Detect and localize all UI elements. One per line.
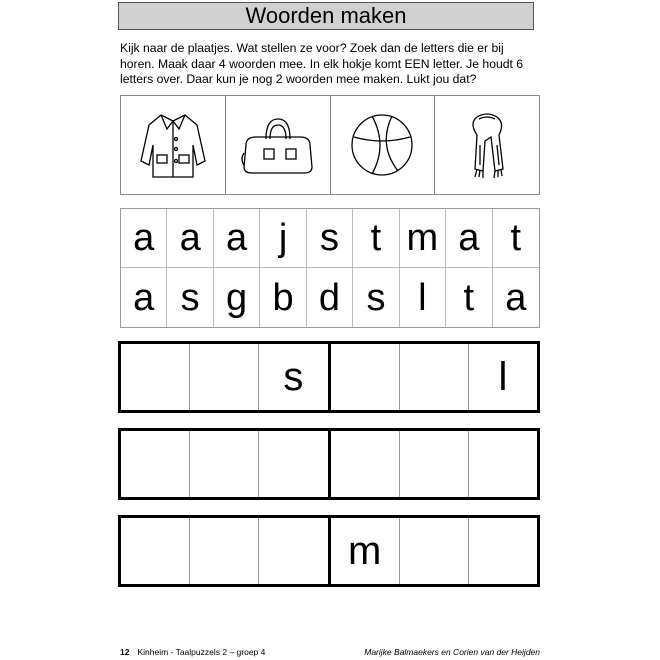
word-cell[interactable] [331, 344, 400, 410]
word-row-2 [118, 428, 540, 500]
word-row-1 [118, 341, 540, 413]
letter-cell: t [493, 209, 539, 268]
word-cell[interactable] [259, 431, 330, 497]
instructions-text: Kijk naar de plaatjes. Wat stellen ze voor? Zoek dan de letters die er bij horen. Maak daar 4 woorden mee. In elk hokje komt EEN letter. Je houdt 6 letters over. Daar kun je nog 2 woorden mee maken. Lukt jou dat? [120, 41, 524, 86]
letter-cell: s [353, 268, 399, 327]
picture-cell-bag [226, 96, 331, 194]
word-cell[interactable] [259, 518, 330, 584]
page-number: 12 [120, 647, 130, 657]
word-cell[interactable] [190, 344, 259, 410]
word-cell[interactable] [190, 518, 259, 584]
picture-cell-scarf [435, 96, 539, 194]
word-cell[interactable] [400, 431, 469, 497]
letter-cell: l [400, 268, 446, 327]
page-title: Woorden maken [118, 2, 534, 30]
letter-grid [120, 208, 540, 328]
footer-authors: Marijke Balmaekers en Corien van der Heijden [364, 647, 540, 657]
letter-cell: a [214, 209, 260, 268]
letter-cell: a [505, 276, 527, 319]
ball-icon [342, 105, 422, 185]
word-cell[interactable] [190, 431, 259, 497]
letter-cell: t [446, 268, 492, 327]
scarf-icon [447, 105, 527, 185]
letter-cell: s [307, 209, 353, 268]
word-cell[interactable] [400, 344, 469, 410]
letter-cell: a [121, 209, 167, 268]
footer-left [120, 647, 265, 657]
letter-cell: a [167, 209, 213, 268]
word-cell[interactable]: s [259, 344, 330, 410]
word-cell[interactable] [331, 431, 400, 497]
letter-cell: g [214, 268, 260, 327]
page-footer [120, 647, 540, 657]
word-cell[interactable]: l [498, 355, 508, 399]
word-cell[interactable] [400, 518, 469, 584]
letter-cell: a [446, 209, 492, 268]
picture-cell-jacket [121, 96, 226, 194]
letter-cell: j [260, 209, 306, 268]
letter-cell: b [260, 268, 306, 327]
letter-cell: a [121, 268, 167, 327]
jacket-icon [133, 105, 213, 185]
word-cell[interactable] [121, 344, 190, 410]
word-cell[interactable] [469, 518, 537, 584]
letter-cell: m [400, 209, 446, 268]
picture-row [120, 95, 540, 195]
bag-icon [236, 105, 320, 185]
letter-cell: d [307, 268, 353, 327]
word-cell[interactable] [121, 431, 190, 497]
word-row-3 [118, 515, 540, 587]
letter-cell: t [353, 209, 399, 268]
word-cell[interactable] [121, 518, 190, 584]
word-cell[interactable] [469, 431, 537, 497]
picture-cell-ball [331, 96, 436, 194]
letter-cell: s [167, 268, 213, 327]
word-cell[interactable]: m [331, 518, 400, 584]
book-title: Kinheim - Taalpuzzels 2 – groep 4 [137, 647, 266, 657]
